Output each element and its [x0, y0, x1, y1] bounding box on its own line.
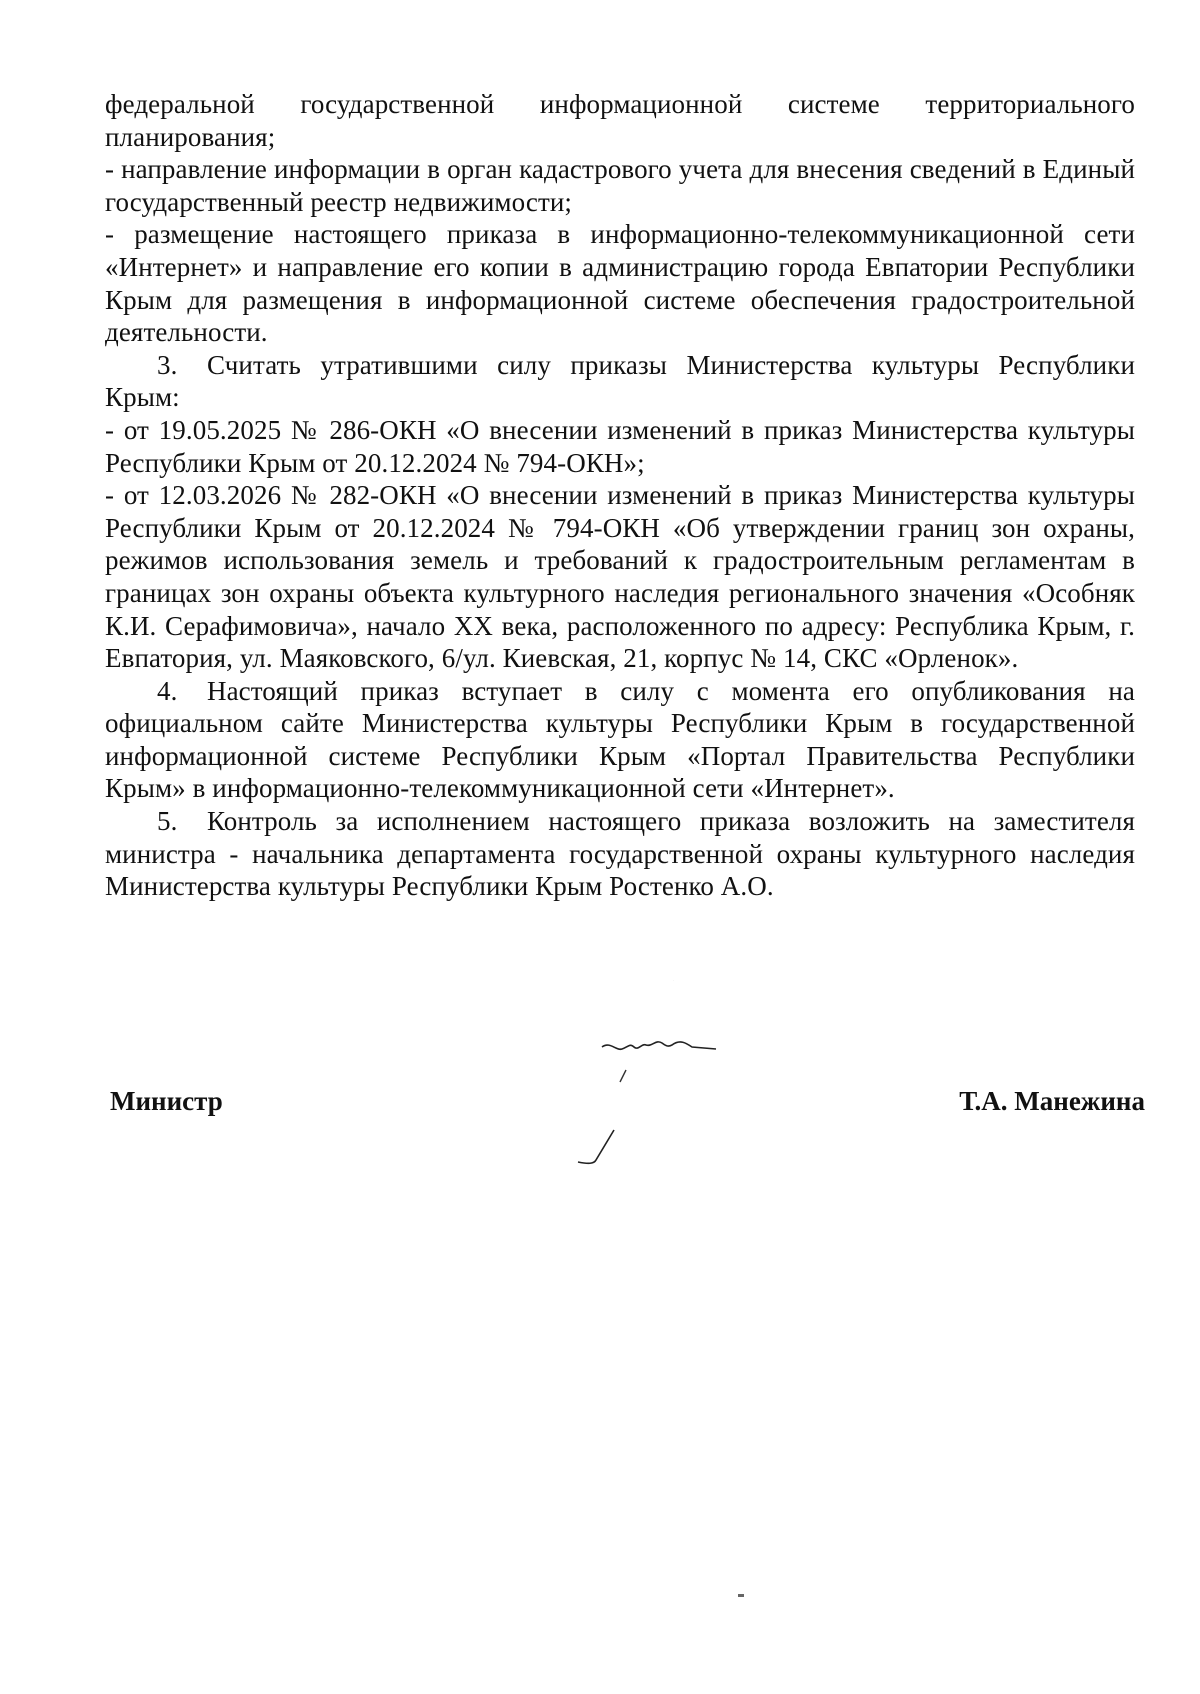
signer-title: Министр [110, 1086, 223, 1116]
paragraph-continuation: федеральной государственной информационной системе территориального планирования; [105, 89, 1135, 152]
scan-speck [738, 1594, 744, 1597]
signer-name: Т.А. Манежина [959, 1086, 1145, 1116]
list-item-order-282: - от 12.03.2026 № 282-ОКН «О внесении изменений в приказ Министерства культуры Республики Крым от 20.12.2024 № 794-ОКН «Об утверждении границ зон охраны, режимов использования земель и требований к градостроительным регламентам в границах зон охраны объекта культурного наследия регионального значения «Особняк К.И. Серафимовича», начало XX века, расположенного по адресу: Республика Крым, г. Евпатория, ул. Маяковского, 6/ул. Киевская, 21, корпус № 14, СКС «Орленок». [105, 480, 1135, 674]
paragraph-text: Считать утратившими силу приказы Министерства культуры Республики Крым: [105, 349, 1135, 413]
numbered-paragraph-5 [105, 805, 1135, 903]
numbered-paragraph-3 [105, 349, 1135, 414]
paragraph-number: 3. [157, 349, 178, 380]
signature-block [105, 1086, 1145, 1126]
paragraph-text: Контроль за исполнением настоящего приказа возложить на заместителя министра - начальника департамента государственной охраны культурного наследия Министерства культуры Республики Крым Ростенко А.О. [105, 806, 1135, 902]
numbered-paragraph-4 [105, 675, 1135, 805]
list-item-cadastral: - направление информации в орган кадастрового учета для внесения сведений в Единый государственный реестр недвижимости; [105, 154, 1135, 217]
list-item-order-286: - от 19.05.2025 № 286-ОКН «О внесении изменений в приказ Министерства культуры Республики Крым от 20.12.2024 № 794-ОКН»; [105, 414, 1135, 478]
document-body [105, 88, 1135, 903]
paragraph-number: 4. [157, 675, 178, 706]
list-item-publication: - размещение настоящего приказа в информационно-телекоммуникационной сети «Интернет» и направление его копии в администрацию города Евпатории Республики Крым для размещения в информационной системе обеспечения градостроительной деятельности. [105, 219, 1135, 348]
paragraph-text: Настоящий приказ вступает в силу с момента его опубликования на официальном сайте Министерства культуры Республики Крым в государственной информационной системе Республики Крым «Портал Правительства Республики Крым» в информационно-телекоммуникационной сети «Интернет». [105, 675, 1135, 804]
paragraph-number: 5. [157, 806, 178, 837]
